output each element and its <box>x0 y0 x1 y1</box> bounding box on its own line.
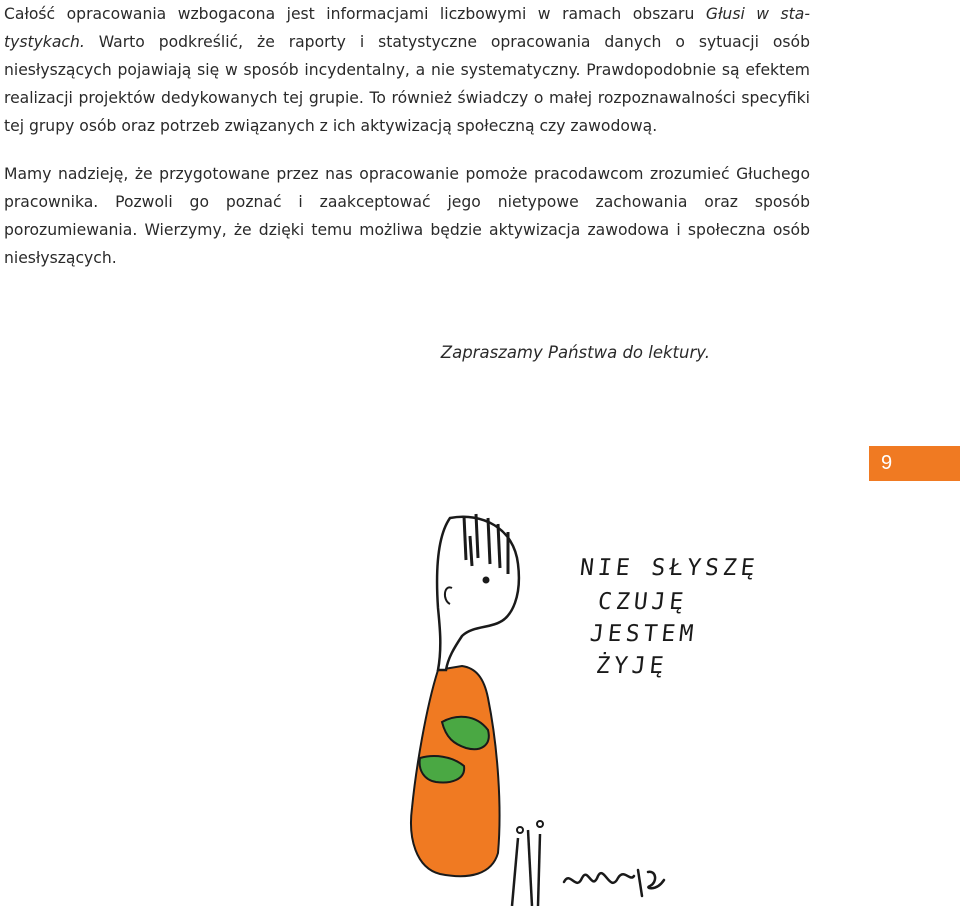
paragraph-1-part-1: Całość opracowania wzbogacona jest informacjami liczbowymi w ramach obszaru <box>4 5 706 23</box>
artist-signature <box>560 852 670 902</box>
caption-line-4: ŻYJĘ <box>594 653 669 679</box>
legs <box>512 830 540 906</box>
body-text <box>4 0 810 272</box>
eye <box>483 577 490 584</box>
caption-line-2: CZUJĘ <box>596 589 689 615</box>
paragraph-2: Mamy nadzieję, że przygotowane przez nas opracowanie pomoże pracodawcom zrozumieć Głuchego pracownika. Pozwoli go poznać i zaakceptować jego nietypowe zachowania oraz sposób porozumiewania. Wierzymy, że dzięki temu możliwa będzie aktywizacja zawodowa i społeczna osób niesłyszących. <box>4 165 810 267</box>
page-number: 9 <box>881 452 893 474</box>
caption-line-1: NIE SŁYSZĘ <box>578 555 760 581</box>
paragraph-1-part-2: Warto podkreślić, że raporty i statystyczne opracowania danych o sytuacji osób niesłyszących pojawiają się w sposób incydentalny, a nie systematyczny. Prawdopodobnie są efektem realizacji projektów dedykowanych tej grupie. To również świadczy o małej rozpoznawalności specyfiki tej grupy osób oraz potrzeb związanych z ich aktywizacją społeczną czy zawodową. <box>4 33 810 135</box>
page-number-tab <box>869 446 960 481</box>
handwritten-caption <box>578 555 760 690</box>
closing-line: Zapraszamy Państwa do lektury. <box>440 343 710 362</box>
paragraph-1-italic: Głusi w statystykach. <box>4 5 810 51</box>
paragraph-1 <box>4 0 810 140</box>
caption-line-3: JESTEM <box>588 621 699 647</box>
